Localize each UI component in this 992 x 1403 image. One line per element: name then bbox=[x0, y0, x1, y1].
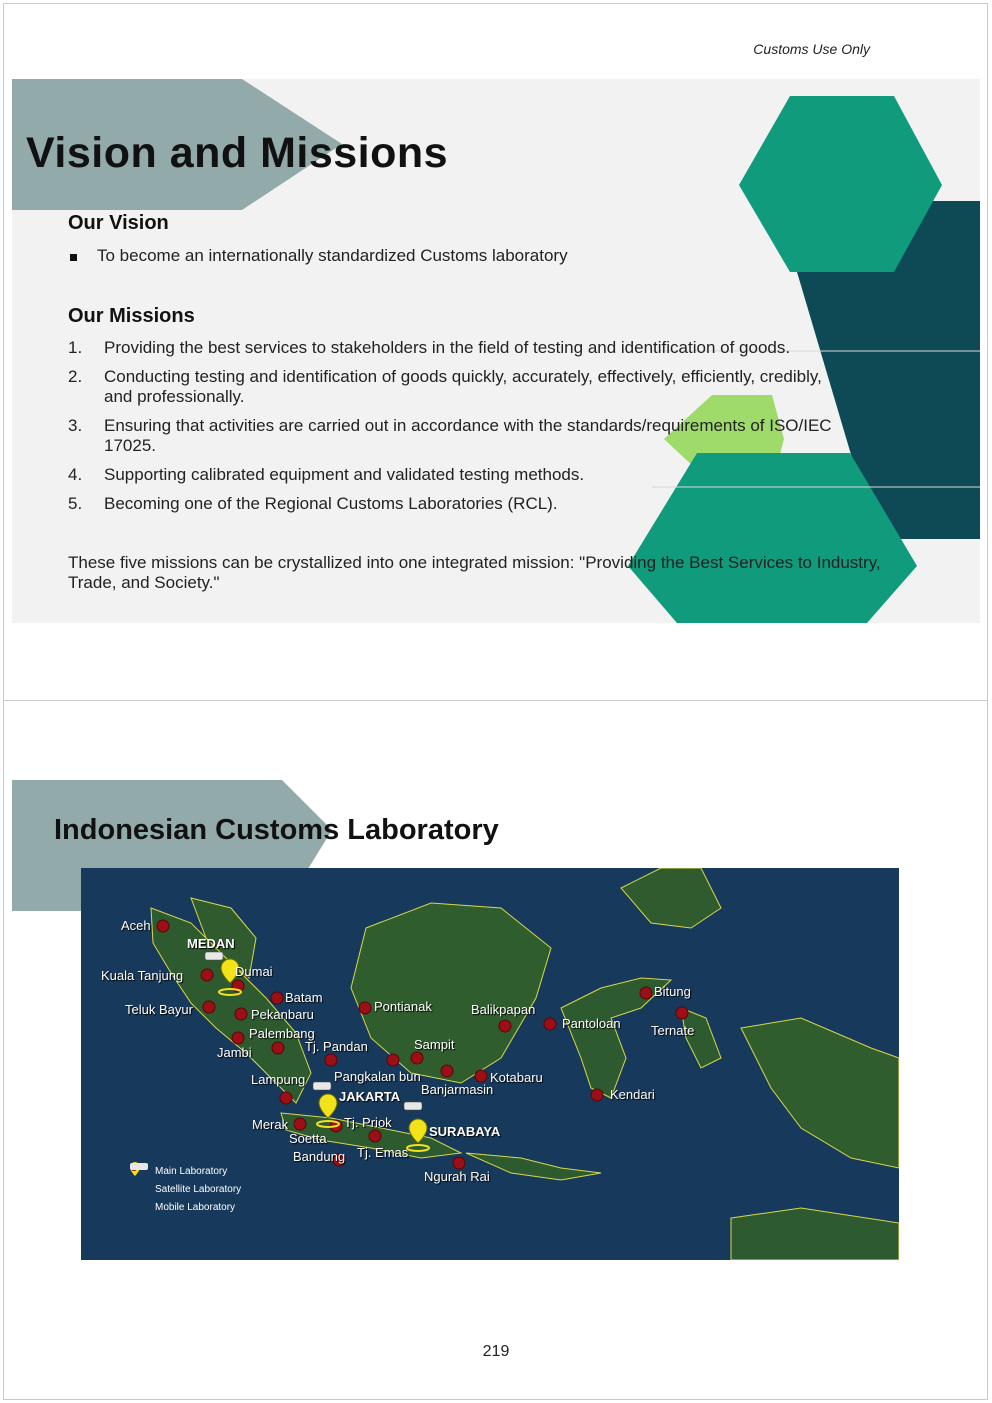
city-label: Kuala Tanjung bbox=[101, 968, 184, 983]
city-label: Pontianak bbox=[374, 999, 432, 1014]
city-label: Tj. Emas bbox=[357, 1145, 409, 1160]
city-label: Bandung bbox=[293, 1149, 346, 1164]
mission-item bbox=[68, 494, 844, 514]
city-label: Palembang bbox=[249, 1026, 315, 1041]
slide-title: Indonesian Customs Laboratory bbox=[54, 814, 499, 846]
city-label: Batam bbox=[285, 990, 323, 1005]
mission-text: Providing the best services to stakeholders in the field of testing and identification of goods. bbox=[104, 338, 791, 357]
slide-divider bbox=[3, 700, 988, 701]
mission-summary: These five missions can be crystallized into one integrated mission: "Providing the Best Services to Industry, Trade, and Society." bbox=[68, 553, 881, 592]
vision-heading: Our Vision bbox=[68, 212, 169, 234]
mission-text: Becoming one of the Regional Customs Laboratories (RCL). bbox=[104, 494, 558, 513]
indonesia-laboratory-map bbox=[81, 868, 899, 1260]
mission-item bbox=[68, 367, 844, 407]
city-label: Banjarmasin bbox=[421, 1082, 494, 1097]
city-label: Kotabaru bbox=[490, 1070, 543, 1085]
city-label: Pekanbaru bbox=[251, 1007, 314, 1022]
missions-heading: Our Missions bbox=[68, 305, 195, 327]
classification-note: Customs Use Only bbox=[753, 41, 870, 57]
city-label: Merak bbox=[252, 1117, 289, 1132]
city-label: Jambi bbox=[217, 1045, 252, 1060]
city-label: Dumai bbox=[235, 964, 273, 979]
mission-item bbox=[68, 465, 844, 485]
city-label: JAKARTA bbox=[339, 1089, 401, 1104]
legend-label: Satellite Laboratory bbox=[155, 1183, 242, 1195]
mission-text: Supporting calibrated equipment and validated testing methods. bbox=[104, 465, 585, 484]
city-label: Sampit bbox=[414, 1037, 455, 1052]
city-label: Teluk Bayur bbox=[125, 1002, 193, 1017]
legend-item-satellite bbox=[129, 1180, 241, 1198]
legend-label: Main Laboratory bbox=[155, 1165, 228, 1177]
city-label: SURABAYA bbox=[429, 1124, 501, 1139]
city-label: Tj. Priok bbox=[344, 1115, 392, 1130]
city-label: Soetta bbox=[289, 1131, 327, 1146]
city-label: Ternate bbox=[651, 1023, 695, 1038]
city-label: Ngurah Rai bbox=[424, 1169, 490, 1184]
page-number: 219 bbox=[482, 1343, 510, 1360]
bullet-icon bbox=[70, 254, 77, 261]
city-label: Aceh bbox=[121, 918, 151, 933]
city-label: Pangkalan bun bbox=[334, 1069, 421, 1084]
city-label: Lampung bbox=[251, 1072, 306, 1087]
map-legend bbox=[129, 1162, 241, 1216]
mission-number: 4. bbox=[68, 465, 83, 484]
mission-number: 5. bbox=[68, 494, 83, 513]
legend-item-mobile bbox=[129, 1198, 241, 1216]
mission-number: 3. bbox=[68, 416, 83, 435]
city-label: Tj. Pandan bbox=[305, 1039, 368, 1054]
vision-item bbox=[70, 246, 568, 266]
mission-number: 1. bbox=[68, 338, 83, 357]
city-label: Kendari bbox=[610, 1087, 655, 1102]
mission-item bbox=[68, 416, 844, 456]
city-label: Balikpapan bbox=[471, 1002, 536, 1017]
city-label: MEDAN bbox=[187, 936, 235, 951]
slide-title: Vision and Missions bbox=[26, 129, 449, 177]
van-icon bbox=[129, 1162, 149, 1172]
mission-text: Ensuring that activities are carried out in accordance with the standards/requirements of ISO/IEC 17025. bbox=[104, 416, 832, 455]
mission-text: Conducting testing and identification of goods quickly, accurately, effectively, efficiently, credibly, and professionally. bbox=[104, 367, 822, 406]
vision-text: To become an internationally standardized Customs laboratory bbox=[97, 246, 568, 265]
legend-label: Mobile Laboratory bbox=[155, 1201, 236, 1213]
mission-item bbox=[68, 338, 844, 358]
city-label: Pantoloan bbox=[562, 1016, 621, 1031]
city-label: Bitung bbox=[654, 984, 691, 999]
mission-number: 2. bbox=[68, 367, 83, 386]
vision-missions-slide bbox=[12, 79, 980, 623]
